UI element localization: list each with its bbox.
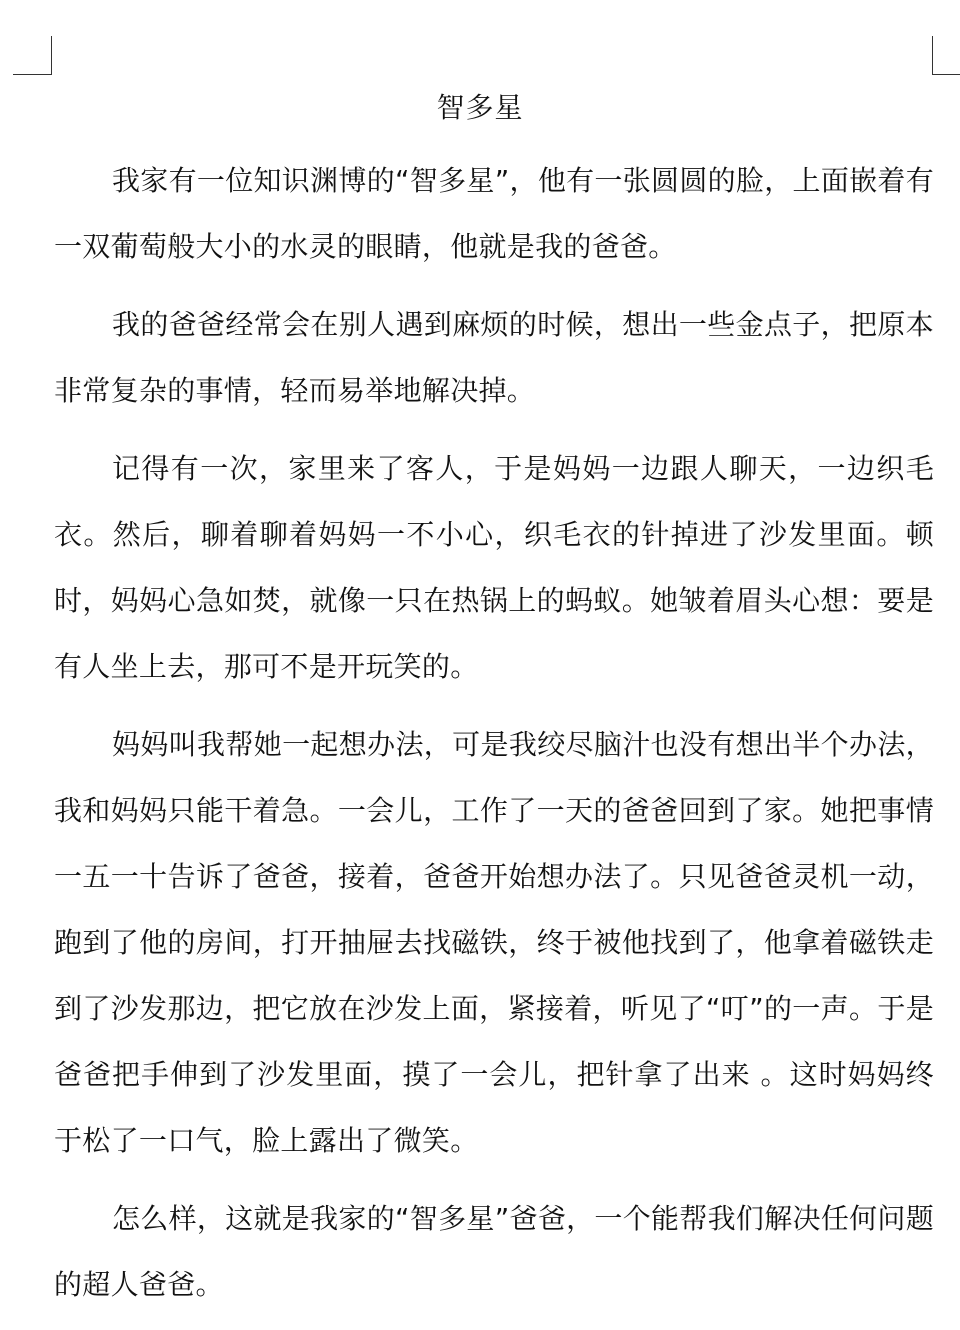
paragraph-3: 记得有一次，家里来了客人，于是妈妈一边跟人聊天，一边织毛衣。然后，聊着聊着妈妈一不小心，织毛衣的针掉进了沙发里面。顿时，妈妈心急如焚，就像一只在热锅上的蚂蚁。她皱着眉头心想：要是有人坐上去，那可不是开玩笑的。 [54, 452, 934, 683]
paragraph-4: 妈妈叫我帮她一起想办法，可是我绞尽脑汁也没有想出半个办法，我和妈妈只能干着急。一会儿，工作了一天的爸爸回到了家。她把事情一五一十告诉了爸爸，接着，爸爸开始想办法了。只见爸爸灵机一动，跑到了他的房间，打开抽屉去找磁铁，终于被他找到了，他拿着磁铁走到了沙发那边，把它放在沙发上面，紧接着，听见了“叮”的一声。于是爸爸把手伸到了沙发里面，摸了一会儿，把针拿了出来 。这时妈妈终于松了一口气，脸上露出了微笑。 [54, 728, 934, 1157]
document-body [54, 148, 934, 1330]
paragraph-2: 我的爸爸经常会在别人遇到麻烦的时候，想出一些金点子，把原本非常复杂的事情，轻而易举地解决掉。 [54, 308, 934, 407]
document-title: 智多星 [436, 91, 524, 124]
paragraph-5: 怎么样，这就是我家的“智多星”爸爸，一个能帮我们解决任何问题的超人爸爸。 [54, 1202, 935, 1301]
paragraph-1: 我家有一位知识渊博的“智多星”，他有一张圆圆的脸，上面嵌着有一双葡萄般大小的水灵的眼睛，他就是我的爸爸。 [54, 164, 935, 263]
page-corner-mark-right [932, 36, 960, 75]
page-corner-mark-left [13, 36, 52, 75]
